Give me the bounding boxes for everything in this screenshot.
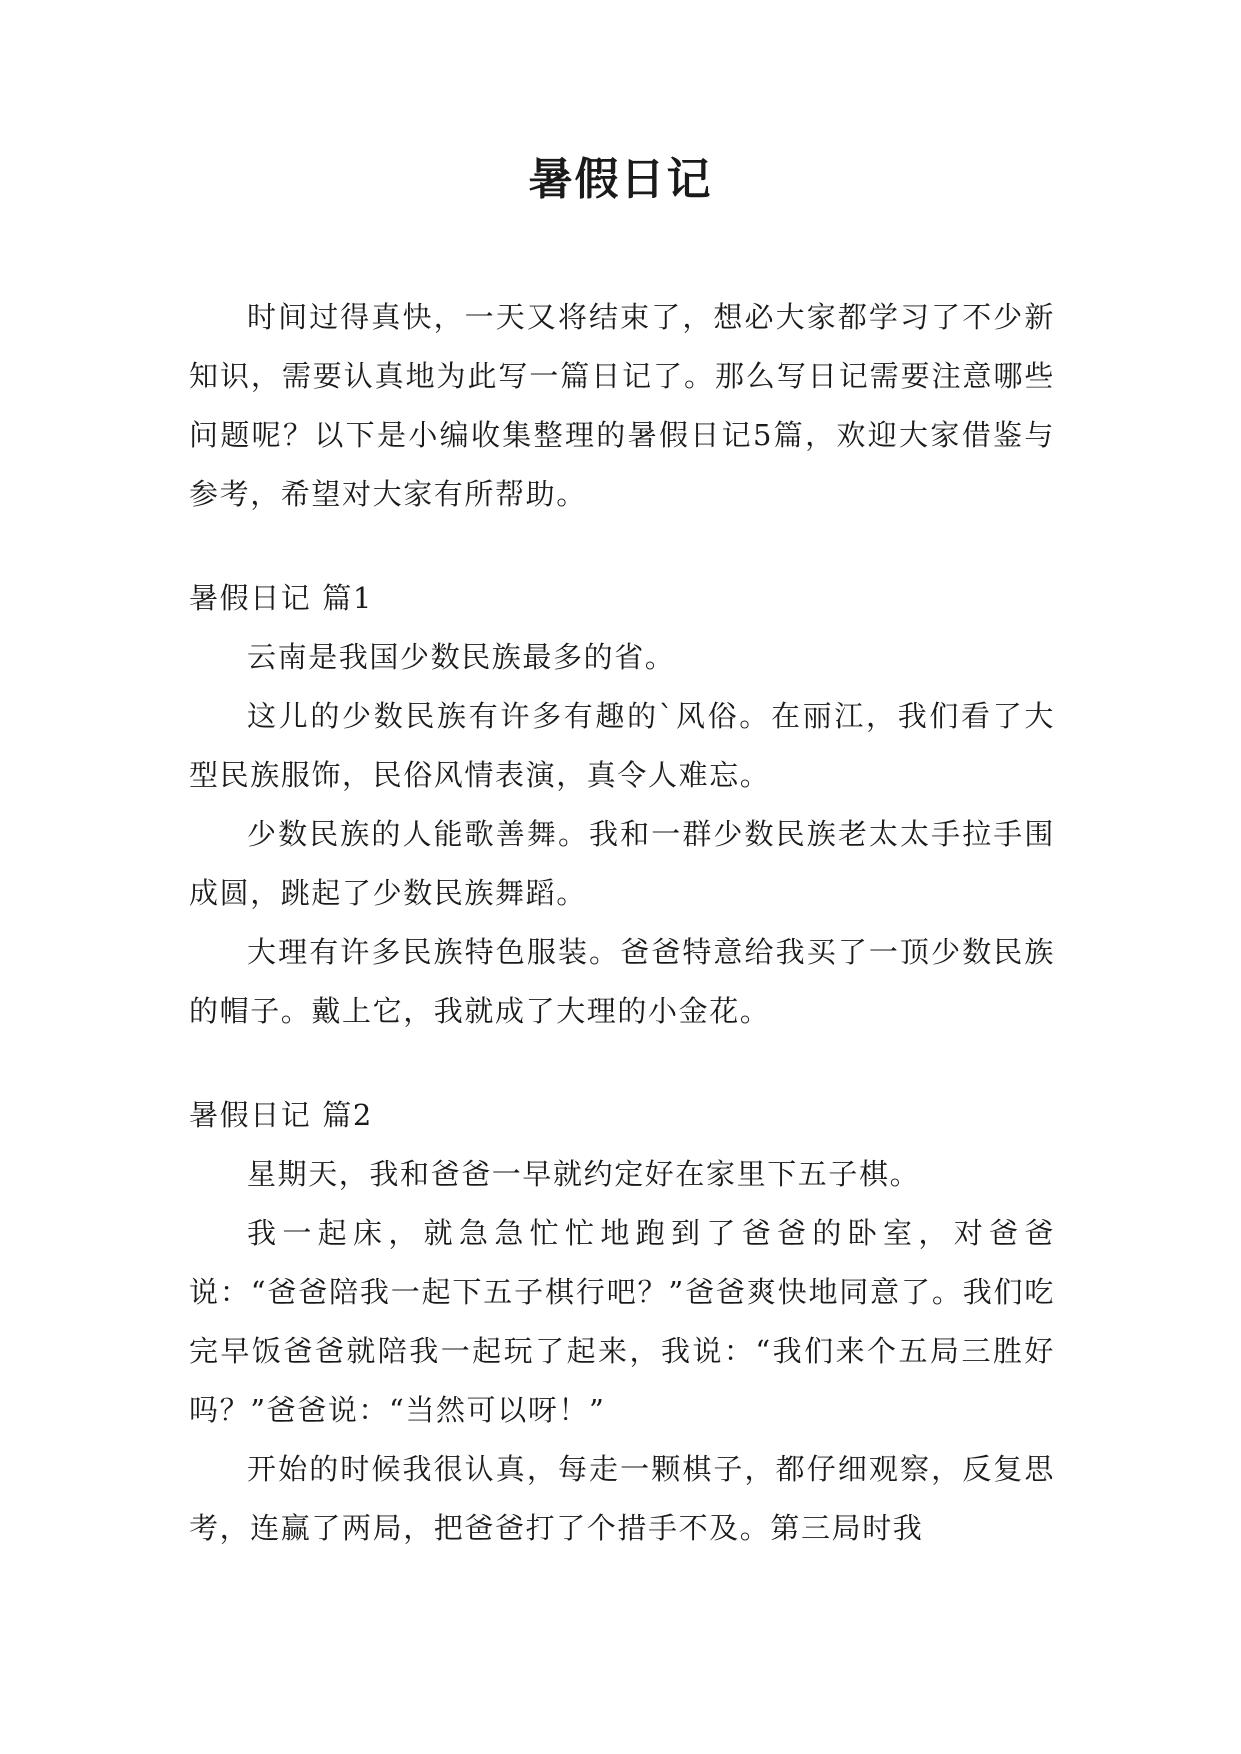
paragraph: 大理有许多民族特色服装。爸爸特意给我买了一顶少数民族的帽子。戴上它，我就成了大理的小金花。 (189, 935, 1055, 1028)
section-heading: 暑假日记 篇2 (189, 1098, 373, 1132)
intro-paragraph: 时间过得真快，一天又将结束了，想必大家都学习了不少新知识，需要认真地为此写一篇日记了。那么写日记需要注意哪些问题呢？以下是小编收集整理的暑假日记5篇，欢迎大家借鉴与参考，希望对大家有所帮助。 (189, 300, 1055, 511)
paragraph: 我一起床，就急急忙忙地跑到了爸爸的卧室，对爸爸说：“爸爸陪我一起下五子棋行吧？”爸爸爽快地同意了。我们吃完早饭爸爸就陪我一起玩了起来，我说：“我们来个五局三胜好吗？”爸爸说：“当然可以呀！” (189, 1216, 1055, 1427)
paragraph: 开始的时候我很认真，每走一颗棋子，都仔细观察，反复思考，连赢了两局，把爸爸打了个措手不及。第三局时我 (189, 1452, 1055, 1545)
paragraph: 少数民族的人能歌善舞。我和一群少数民族老太太手拉手围成圆，跳起了少数民族舞蹈。 (189, 817, 1055, 910)
paragraph: 云南是我国少数民族最多的省。 (247, 640, 676, 674)
section-gap (189, 1041, 1055, 1086)
paragraph: 这儿的少数民族有许多有趣的`风俗。在丽江，我们看了大型民族服饰，民俗风情表演，真令人难忘。 (189, 699, 1055, 792)
section-heading: 暑假日记 篇1 (189, 581, 373, 615)
paragraph: 星期天，我和爸爸一早就约定好在家里下五子棋。 (247, 1157, 921, 1191)
section-gap (189, 524, 1055, 569)
document-body (189, 288, 1055, 1558)
document-title: 暑假日记 (528, 154, 713, 205)
